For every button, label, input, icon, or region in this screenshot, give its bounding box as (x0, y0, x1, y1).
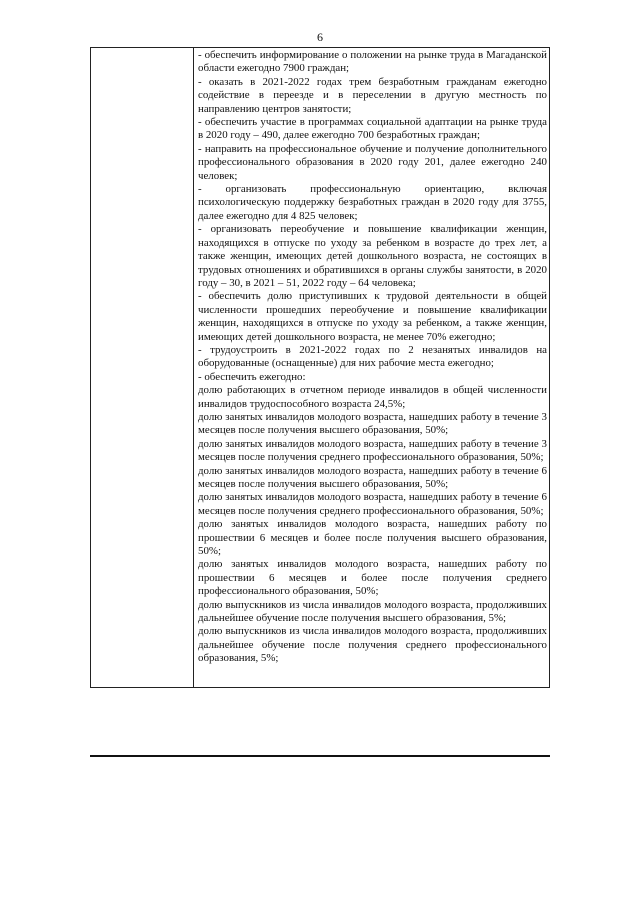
list-item: - организовать профессиональную ориентацию, включая психологическую поддержку безработных граждан в 2020 году для 3755, далее ежегодно для 4 825 человек; (198, 183, 547, 222)
list-item: - трудоустроить в 2021-2022 годах по 2 незанятых инвалидов на оборудованные (оснащенные) для них рабочие места ежегодно; (198, 343, 547, 370)
list-item: - обеспечить долю приступивших к трудовой деятельности в общей численности прошедших переобучение и повышение квалификации женщин, находящихся в отпуске по уходу за ребенком, а также женщин, имеющих детей дошкольного возраста, не менее 70% ежегодно; (198, 290, 547, 343)
table-cell-content (198, 49, 547, 666)
list-item: долю работающих в отчетном периоде инвалидов в общей численности инвалидов трудоспособного возраста 24,5%; (198, 384, 547, 410)
list-item: долю выпускников из числа инвалидов молодого возраста, продолживших дальнейшее обучение после получения высшего образования, 5%; (198, 598, 547, 625)
list-item: - оказать в 2021-2022 годах трем безработным гражданам ежегодно содействие в переезде и в переселении в другую местность по направлению центров занятости; (198, 75, 547, 115)
list-item: долю занятых инвалидов молодого возраста, нашедших работу в течение 6 месяцев после получения среднего профессионального образования, 50%; (198, 491, 547, 517)
list-item: - обеспечить участие в программах социальной адаптации на рынке труда в 2020 году – 490, далее ежегодно 700 безработных граждан; (198, 116, 547, 142)
list-item: долю выпускников из числа инвалидов молодого возраста, продолживших дальнейшее обучение после получения среднего профессионального образования, 5%; (198, 625, 547, 665)
list-item: долю занятых инвалидов молодого возраста, нашедших работу в течение 6 месяцев после получения высшего образования, 50%; (198, 464, 547, 490)
list-item: - организовать переобучение и повышение квалификации женщин, находящихся в отпуске по уходу за ребенком в возрасте до трех лет, а также женщин, имеющих детей дошкольного возраста, не состоящих в трудовых отношениях и обратившихся в органы службы занятости, в 2020 году – 30, в 2021 – 51, 2022 году – 64 человека; (198, 223, 547, 289)
page-number: 6 (317, 30, 323, 44)
list-item: - обеспечить информирование о положении на рынке труда в Магаданской области ежегодно 7900 граждан; (198, 49, 547, 75)
column-divider (193, 48, 194, 687)
list-item: - направить на профессиональное обучение и получение дополнительного профессионального образования в 2020 году 201, далее ежегодно 240 человек; (198, 142, 547, 182)
footer-divider (90, 755, 550, 757)
document-table (90, 47, 550, 688)
list-item: долю занятых инвалидов молодого возраста, нашедших работу в течение 3 месяцев после получения высшего образования, 50%; (198, 410, 547, 437)
list-item: долю занятых инвалидов молодого возраста, нашедших работу в течение 3 месяцев после получения среднего профессионального образования, 50%; (198, 437, 547, 464)
list-item: долю занятых инвалидов молодого возраста, нашедших работу по прошествии 6 месяцев и более после получения высшего образования, 50%; (198, 518, 547, 558)
list-item: - обеспечить ежегодно: (198, 370, 306, 383)
list-item: долю занятых инвалидов молодого возраста, нашедших работу по прошествии 6 месяцев и более после получения среднего профессионального образования, 50%; (198, 558, 547, 598)
